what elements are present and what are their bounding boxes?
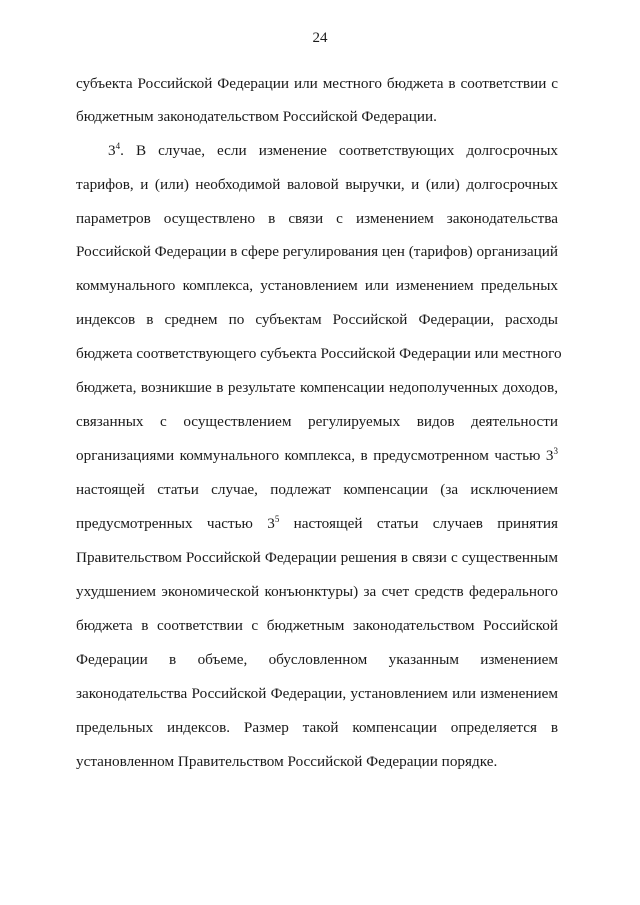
- text-line: субъекта Российской Федерации или местного бюджета в соответствии с: [76, 75, 558, 92]
- text-line: установленном Правительством Российской Федерации порядке.: [76, 753, 498, 770]
- text-line: Федерации в объеме, обусловленном указанным изменением: [76, 651, 558, 668]
- text-span: предусмотренных частью 3: [76, 515, 275, 532]
- text-line: коммунального комплекса, установлением или изменением предельных: [76, 277, 558, 294]
- text-line: ухудшением экономической конъюнктуры) за счет средств федерального: [76, 583, 558, 600]
- text-line: предельных индексов. Размер такой компенсации определяется в: [76, 719, 558, 736]
- text-span: . В случае, если изменение соответствующих долгосрочных: [120, 142, 558, 159]
- text-span: организациями коммунального комплекса, в предусмотренном частью 3: [76, 447, 554, 464]
- superscript: 3: [553, 446, 558, 456]
- text-line: законодательства Российской Федерации, установлением или изменением: [76, 685, 558, 702]
- text-line: Российской Федерации в сфере регулирования цен (тарифов) организаций: [76, 243, 559, 260]
- text-line: настоящей статьи случае, подлежат компенсации (за исключением: [76, 481, 558, 498]
- part-superscript: 4: [115, 141, 121, 151]
- text-line: бюджета в соответствии с бюджетным законодательством Российской: [76, 617, 558, 634]
- text-line: бюджета, возникшие в результате компенсации недополученных доходов,: [76, 379, 558, 396]
- text-span: настоящей статьи случаев принятия: [279, 515, 559, 532]
- text-line: параметров осуществлено в связи с изменением законодательства: [76, 210, 558, 227]
- text-line: связанных с осуществлением регулируемых видов деятельности: [76, 413, 558, 430]
- superscript: 5: [274, 514, 280, 524]
- text-line: индексов в среднем по субъектам Российской Федерации, расходы: [76, 311, 558, 328]
- text-line: тарифов, и (или) необходимой валовой выручки, и (или) долгосрочных: [76, 176, 558, 193]
- text-line: [76, 515, 558, 534]
- text-line: Правительством Российской Федерации решения в связи с существенным: [76, 549, 558, 566]
- page-number: 24: [312, 30, 328, 46]
- text-line: [76, 447, 558, 466]
- text-line: бюджетным законодательством Российской Федерации.: [76, 108, 437, 125]
- text-line: бюджета соответствующего субъекта Российской Федерации или местного: [76, 345, 562, 362]
- text-line: [108, 142, 558, 161]
- part-number: 3: [108, 142, 116, 159]
